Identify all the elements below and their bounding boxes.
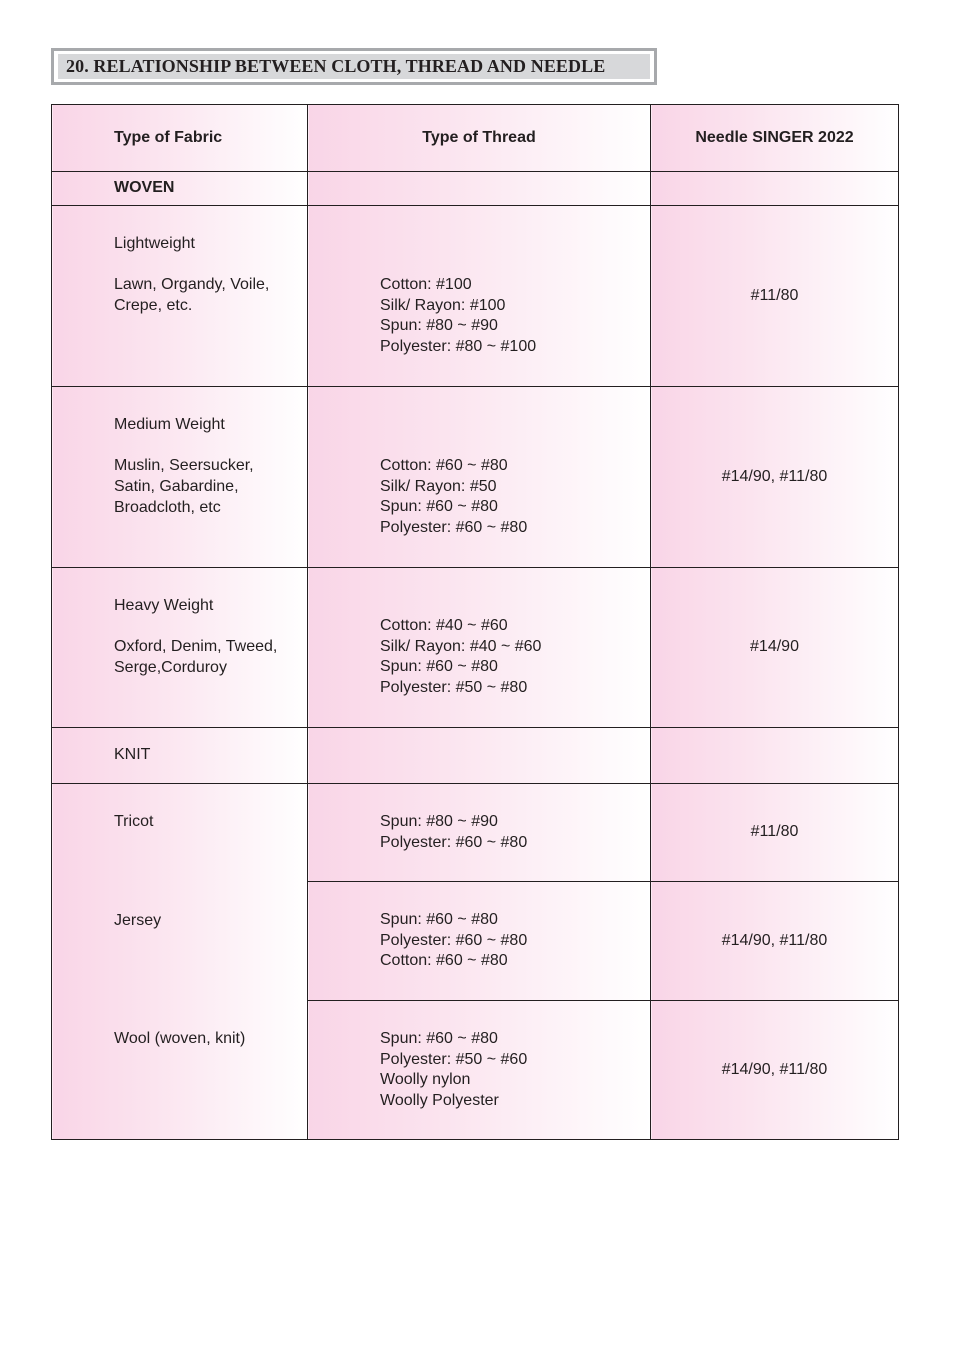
fabric-category: Heavy Weight xyxy=(114,597,214,614)
fabric-example-line: Muslin, Seersucker, xyxy=(114,457,254,475)
needle-cell: #11/80 xyxy=(651,206,899,387)
table-row-lightweight xyxy=(52,206,899,387)
empty-cell xyxy=(308,728,651,784)
thread-cell xyxy=(308,784,651,882)
thread-line: Polyester: #60 ~ #80 xyxy=(380,931,528,949)
fabric-cell xyxy=(52,387,308,568)
thread-line: Cotton: #40 ~ #60 xyxy=(380,617,508,634)
thread-line: Polyester: #50 ~ #60 xyxy=(380,1050,528,1068)
thread-line: Spun: #60 ~ #80 xyxy=(380,1030,498,1047)
thread-line: Spun: #80 ~ #90 xyxy=(380,317,498,335)
thread-line: Cotton: #60 ~ #80 xyxy=(380,952,508,970)
needle-cell: #11/80 xyxy=(651,784,899,882)
section-label-cell xyxy=(52,172,308,206)
section-label-woven: WOVEN xyxy=(114,179,175,197)
thread-cell xyxy=(308,568,651,728)
thread-line: Spun: #60 ~ #80 xyxy=(380,911,498,928)
thread-cell xyxy=(308,387,651,568)
fabric-category: Jersey xyxy=(114,911,162,929)
header-thread: Type of Thread xyxy=(308,105,651,172)
fabric-category: Medium Weight xyxy=(114,416,225,433)
fabric-example-line: Lawn, Organdy, Voile, xyxy=(114,276,270,294)
thread-line: Polyester: #80 ~ #100 xyxy=(380,338,537,356)
section-title-box xyxy=(51,48,657,85)
header-needle: Needle SINGER 2022 xyxy=(651,105,899,172)
section-row-knit xyxy=(52,728,899,784)
thread-line: Woolly nylon xyxy=(380,1071,471,1089)
thread-cell xyxy=(308,1001,651,1140)
needle-cell: #14/90, #11/80 xyxy=(651,882,899,1001)
table-row-medium-weight xyxy=(52,387,899,568)
needle-cell: #14/90 xyxy=(651,568,899,728)
needle-cell: #14/90, #11/80 xyxy=(651,1001,899,1140)
fabric-cell-knit-group xyxy=(52,784,308,1140)
section-label-cell xyxy=(52,728,308,784)
fabric-example-line: Oxford, Denim, Tweed, xyxy=(114,638,278,656)
fabric-example-line: Satin, Gabardine, xyxy=(114,478,239,496)
empty-cell xyxy=(308,172,651,206)
thread-cell xyxy=(308,882,651,1001)
fabric-thread-needle-table xyxy=(51,104,899,1140)
fabric-example-line: Crepe, etc. xyxy=(114,297,193,315)
fabric-cell xyxy=(52,206,308,387)
fabric-category: Lightweight xyxy=(114,235,195,252)
fabric-example-line: Broadcloth, etc xyxy=(114,498,221,516)
thread-line: Polyester: #60 ~ #80 xyxy=(380,519,528,537)
header-fabric: Type of Fabric xyxy=(52,105,308,172)
thread-line: Cotton: #60 ~ #80 xyxy=(380,457,508,474)
section-title-band xyxy=(58,54,650,79)
thread-line: Silk/ Rayon: #40 ~ #60 xyxy=(380,637,542,655)
fabric-category: Wool (woven, knit) xyxy=(114,1030,246,1048)
thread-line: Polyester: #50 ~ #80 xyxy=(380,679,528,697)
thread-line: Polyester: #60 ~ #80 xyxy=(380,833,528,851)
section-title: 20. RELATIONSHIP BETWEEN CLOTH, THREAD AND NEEDLE xyxy=(66,56,606,76)
table-row-tricot xyxy=(52,784,899,882)
section-row-woven xyxy=(52,172,899,206)
needle-cell: #14/90, #11/80 xyxy=(651,387,899,568)
fabric-example-line: Serge,Corduroy xyxy=(114,659,227,677)
header-row xyxy=(52,105,899,172)
thread-line: Woolly Polyester xyxy=(380,1092,499,1110)
thread-line: Spun: #60 ~ #80 xyxy=(380,498,498,516)
thread-line: Cotton: #100 xyxy=(380,276,472,293)
empty-cell xyxy=(651,728,899,784)
fabric-cell xyxy=(52,568,308,728)
section-label-knit: KNIT xyxy=(114,746,151,764)
thread-cell xyxy=(308,206,651,387)
thread-line: Spun: #60 ~ #80 xyxy=(380,658,498,676)
thread-line: Silk/ Rayon: #50 xyxy=(380,477,497,495)
thread-line: Spun: #80 ~ #90 xyxy=(380,813,498,830)
table-row-heavy-weight xyxy=(52,568,899,728)
empty-cell xyxy=(651,172,899,206)
thread-line: Silk/ Rayon: #100 xyxy=(380,296,506,314)
fabric-category: Tricot xyxy=(114,813,154,830)
